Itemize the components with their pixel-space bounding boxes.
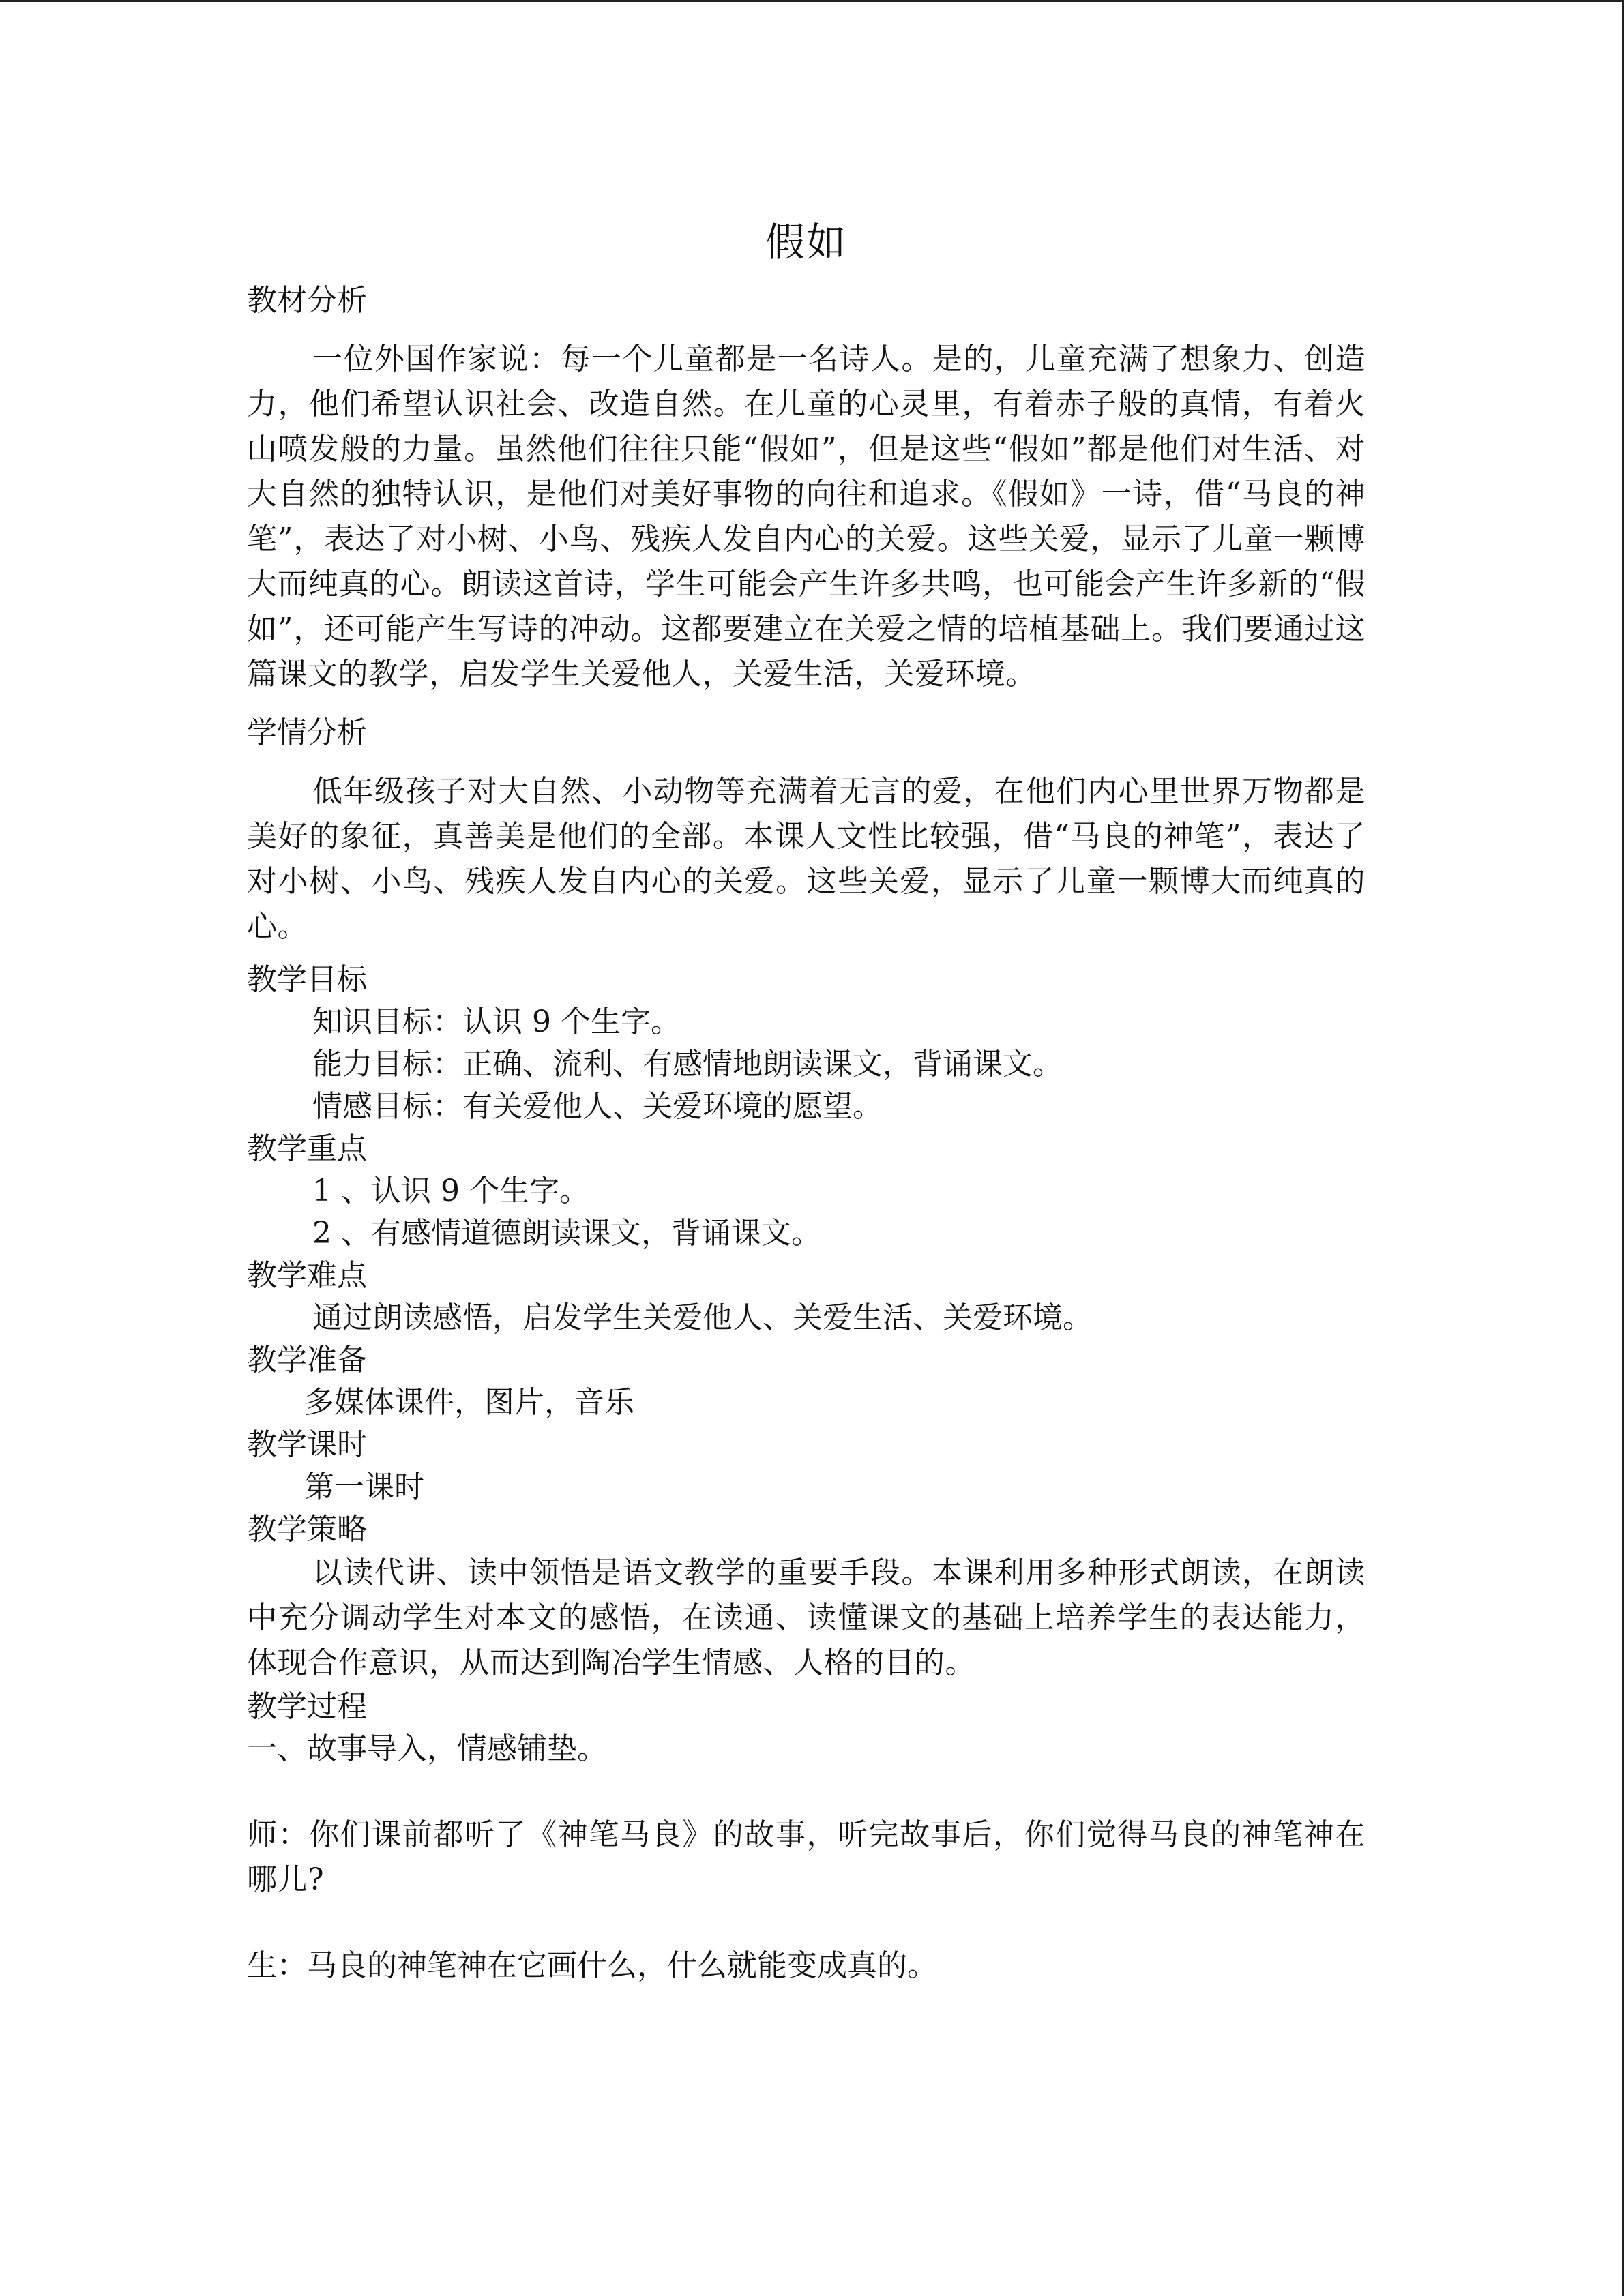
heading-learner-analysis: 学情分析 — [247, 715, 367, 750]
heading-class-hours: 教学课时 — [247, 1427, 367, 1462]
paragraph-strategy: 以读代讲、读中领悟是语文教学的重要手段。本课利用多种形式朗读，在朗读中充分调动学生对本文的感悟，在读通、读懂课文的基础上培养学生的表达能力，体现合作意识，从而达到陶冶学生情感、人格的目的。 — [247, 1555, 1365, 1680]
document-body — [247, 205, 1365, 1987]
heading-difficulties: 教学难点 — [247, 1258, 367, 1293]
page-top-border — [0, 0, 1624, 2]
heading-process: 教学过程 — [247, 1689, 367, 1724]
teacher-question: 师：你们课前都听了《神笔马良》的故事，听完故事后，你们觉得马良的神笔神在哪儿? — [247, 1817, 1365, 1897]
difficulty-1: 通过朗读感悟，启发学生关爱他人、关爱生活、关爱环境。 — [312, 1300, 1093, 1335]
paragraph-learner-analysis: 低年级孩子对大自然、小动物等充满着无言的爱，在他们内心里世界万物都是美好的象征，真善美是他们的全部。本课人文性比较强，借“马良的神笔”，表达了对小树、小鸟、残疾人发自内心的关爱。这些关爱，显示了儿童一颗博大而纯真的心。 — [247, 774, 1365, 944]
process-step-one: 一、故事导入，情感铺垫。 — [247, 1731, 607, 1766]
key-point-1: 1 、认识 9 个生字。 — [312, 1174, 589, 1208]
document-title: 假如 — [765, 219, 847, 265]
heading-strategy: 教学策略 — [247, 1512, 367, 1547]
student-answer: 生：马良的神笔神在它画什么，什么就能变成真的。 — [247, 1948, 937, 1983]
key-point-2: 2 、有感情道德朗读课文，背诵课文。 — [312, 1216, 821, 1251]
objective-emotion: 情感目标：有关爱他人、关爱环境的愿望。 — [312, 1089, 883, 1124]
paragraph-material-analysis: 一位外国作家说：每一个儿童都是一名诗人。是的，儿童充满了想象力、创造力，他们希望认识社会、改造自然。在儿童的心灵里，有着赤子般的真情，有着火山喷发般的力量。虽然他们往往只能“假如”，但是这些“假如”都是他们对生活、对大自然的独特认识，是他们对美好事物的向往和追求。《假如》一诗，借“马良的神笔”，表达了对小树、小鸟、残疾人发自内心的关爱。这些关爱，显示了儿童一颗博大而纯真的心。朗读这首诗，学生可能会产生许多共鸣，也可能会产生许多新的“假如”，还可能产生写诗的冲动。这都要建立在关爱之情的培植基础上。我们要通过这篇课文的教学，启发学生关爱他人，关爱生活，关爱环境。 — [247, 342, 1365, 691]
heading-material-analysis: 教材分析 — [247, 283, 367, 318]
preparation-text: 多媒体课件，图片，音乐 — [304, 1385, 634, 1420]
heading-preparation: 教学准备 — [247, 1343, 367, 1377]
heading-objectives: 教学目标 — [247, 962, 367, 997]
objective-ability: 能力目标：正确、流利、有感情地朗读课文，背诵课文。 — [312, 1047, 1063, 1082]
class-hours-text: 第一课时 — [304, 1470, 424, 1504]
objective-knowledge: 知识目标：认识 9 个生字。 — [312, 1004, 681, 1039]
heading-key-points: 教学重点 — [247, 1131, 367, 1166]
